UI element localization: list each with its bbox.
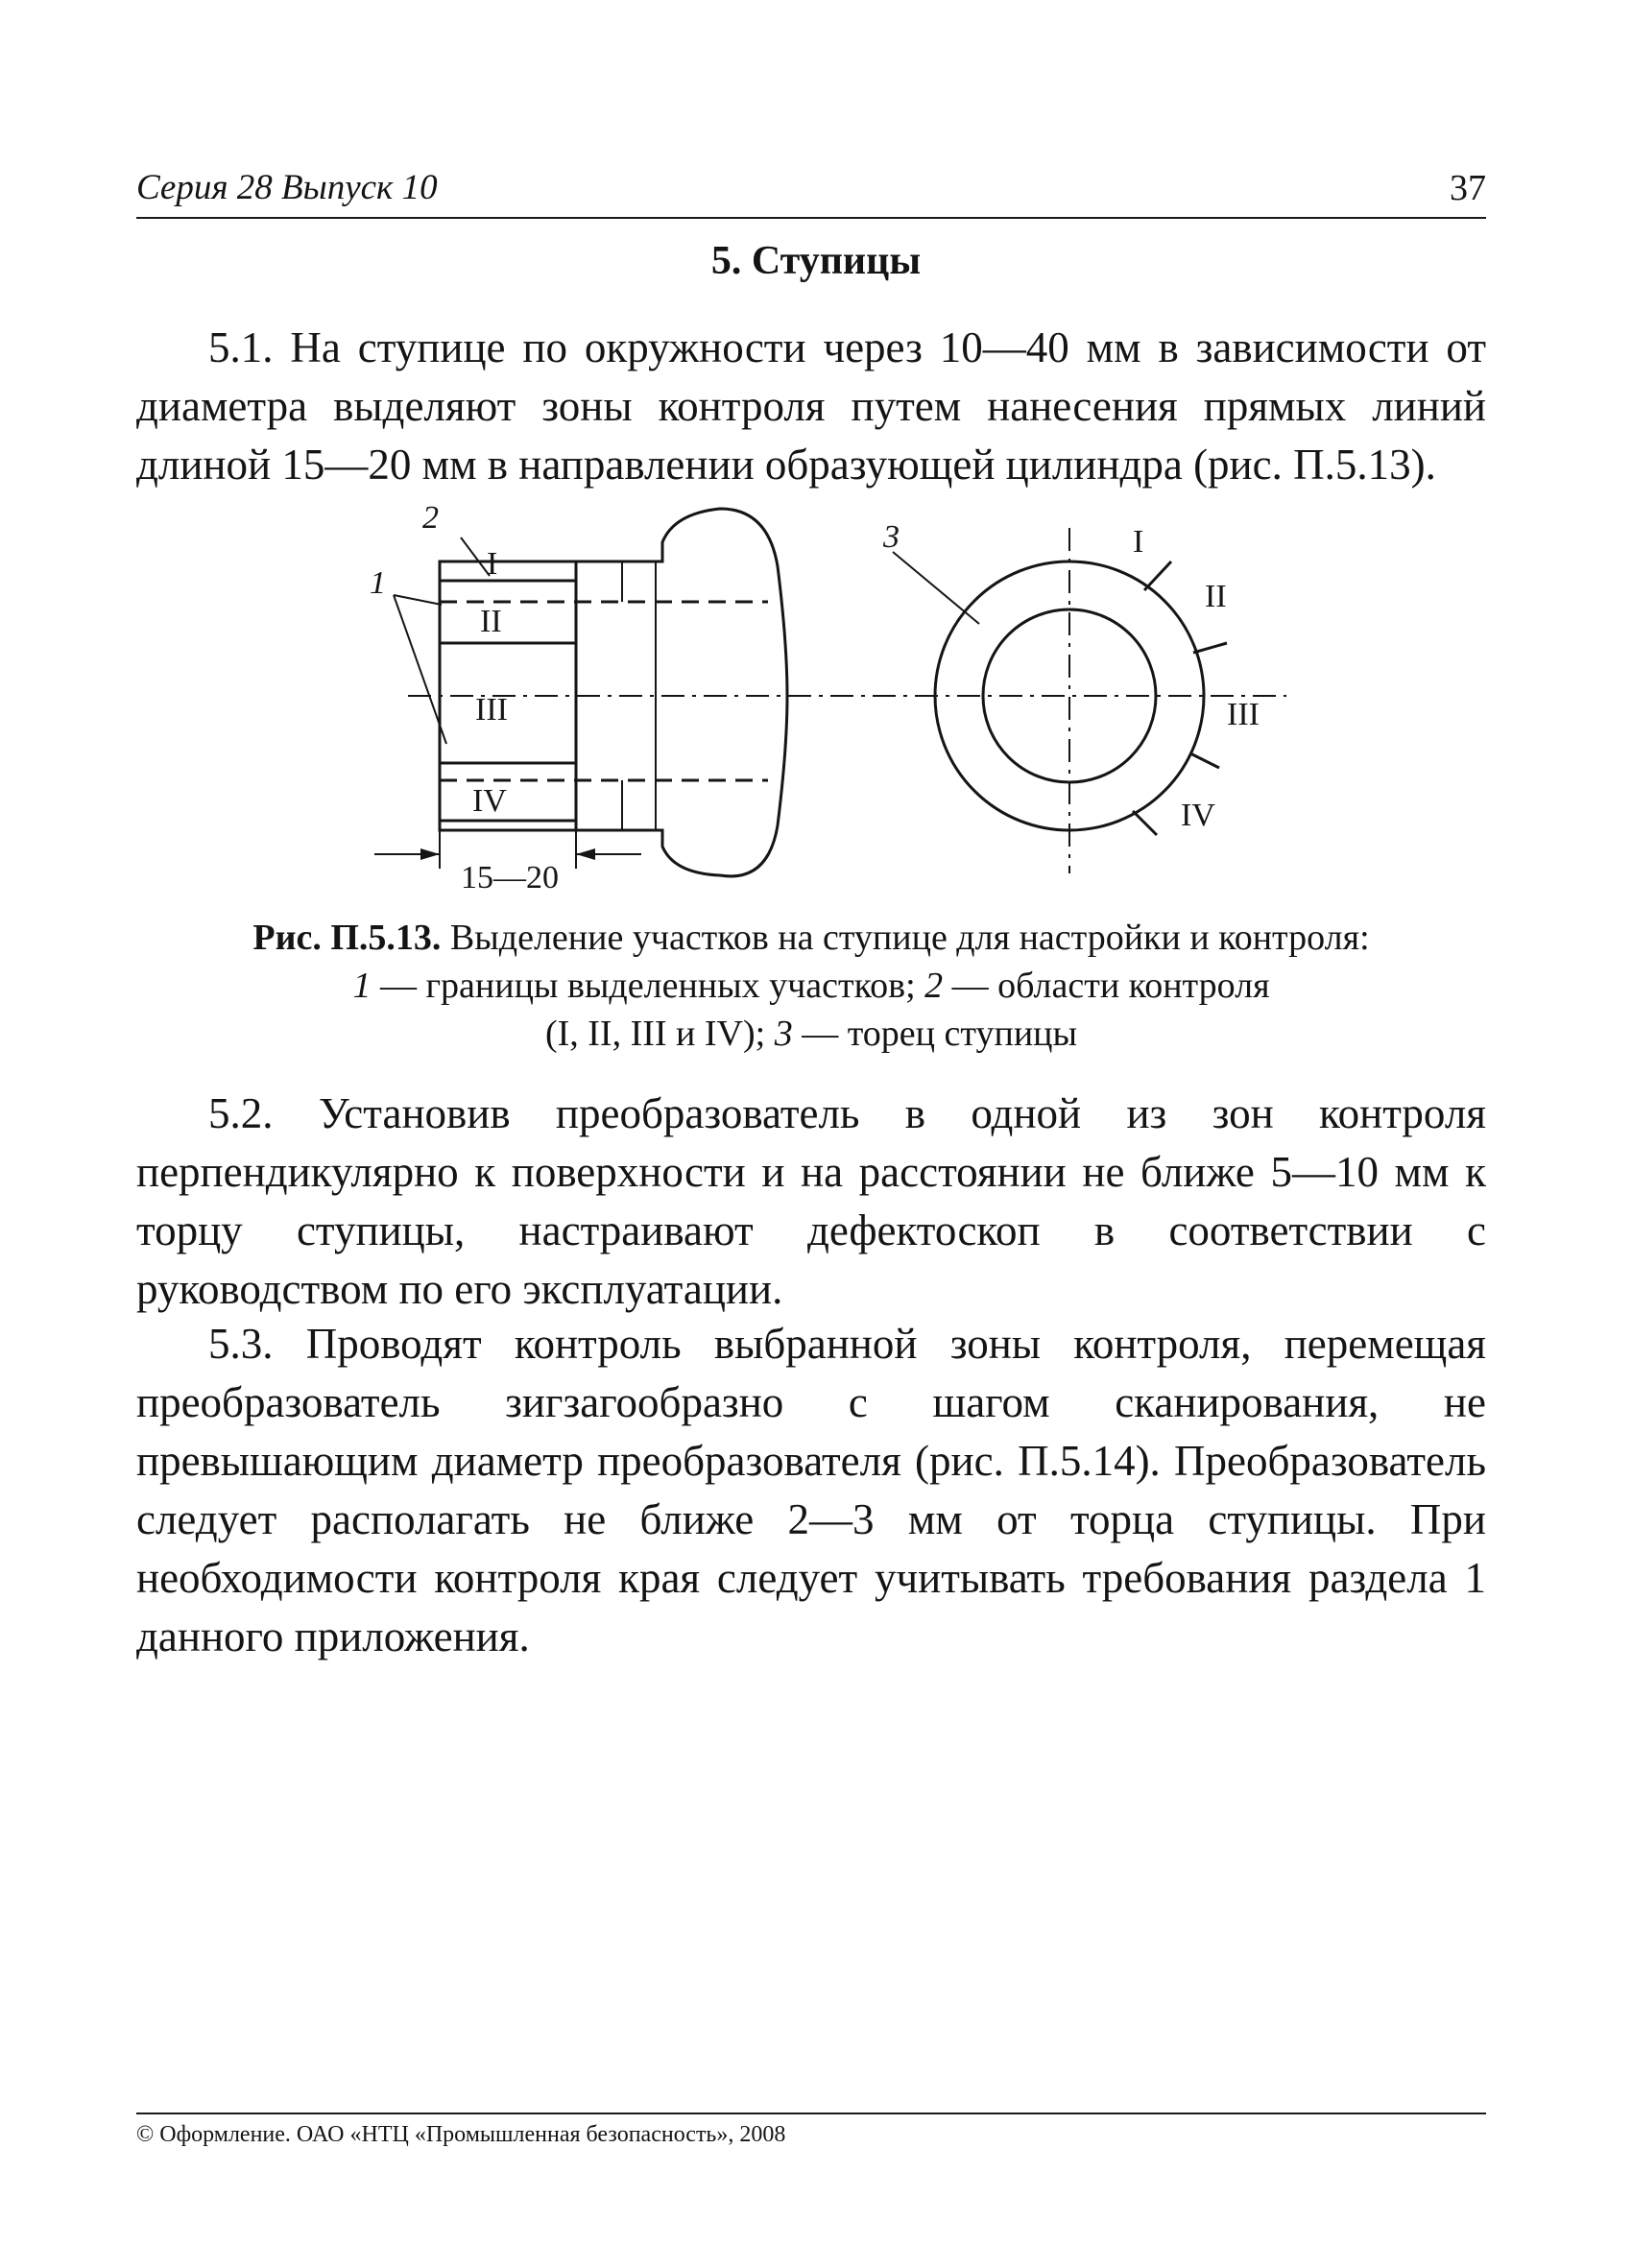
leader-2	[461, 537, 490, 576]
zone-label-end-4: IV	[1181, 798, 1215, 833]
callout-2: 2	[422, 500, 439, 536]
leader-3	[893, 552, 979, 624]
callout-1: 1	[370, 565, 386, 601]
hub-figure	[317, 489, 1325, 902]
zone-label-end-1: I	[1133, 524, 1144, 560]
dimension-label: 15—20	[461, 860, 559, 895]
page-number: 37	[1450, 168, 1486, 208]
callout-3: 3	[883, 519, 900, 555]
circle-tick-1	[1144, 561, 1171, 590]
zone-label-side-4: IV	[472, 783, 507, 819]
zone-label-side-2: II	[480, 604, 502, 639]
zone-label-side-3: III	[475, 692, 508, 728]
figure-caption	[136, 914, 1486, 1058]
caption-text-3: (I, II, III и IV);	[544, 1014, 775, 1054]
section-title: 5. Ступицы	[710, 239, 922, 283]
zone-label-end-2: II	[1205, 579, 1227, 614]
hub-diagram	[317, 489, 1325, 902]
caption-title: Выделение участков на ступице для настройки и контроля:	[441, 918, 1370, 958]
caption-text-1: — границы выделенных участков;	[371, 966, 925, 1006]
caption-label: Рис. П.5.13.	[252, 918, 442, 958]
page-header	[136, 163, 1486, 219]
caption-num-1: 1	[352, 966, 372, 1006]
footer-copyright: © Оформление. ОАО «НТЦ «Промышленная безопасность», 2008	[136, 2113, 1486, 2148]
dim-arrow-left	[420, 848, 440, 860]
caption-text-4: — торец ступицы	[792, 1014, 1078, 1054]
paragraph-5-3: 5.3. Проводят контроль выбранной зоны контроля, перемещая преобразователь зигзагообразно с шагом сканирования, не превышающим диаметр преобразователя (рис. П.5.14). Преобразователь следует располагать не ближе 2—3 мм от торца ступицы. При необходимости контроля края следует учитывать требования раздела 1 данного приложения.	[136, 1320, 1486, 1660]
zone-label-side-1: I	[487, 546, 498, 582]
caption-num-2: 2	[924, 966, 944, 1006]
circle-tick-4	[1133, 811, 1157, 835]
leader-1a	[394, 595, 442, 605]
circle-tick-2	[1193, 643, 1227, 653]
paragraph-5-2: 5.2. Установив преобразователь в одной из зон контроля перпендикулярно к поверхности и на расстоянии не ближе 5—10 мм к торцу ступицы, настраивают дефектоскоп в соответствии с руководством по его эксплуатации.	[136, 1089, 1486, 1313]
dim-arrow-right	[576, 848, 595, 860]
zone-label-end-3: III	[1227, 697, 1260, 732]
caption-num-3: 3	[774, 1014, 793, 1054]
paragraph-5-1: 5.1. На ступице по окружности через 10—40 мм в зависимости от диаметра выделяют зоны контроля путем нанесения прямых линий длиной 15—20 мм в направлении образующей цилиндра (рис. П.5.13).	[136, 323, 1486, 489]
caption-text-2: — области контроля	[943, 966, 1270, 1006]
circle-tick-3	[1190, 753, 1219, 768]
series-label: Серия 28 Выпуск 10	[136, 168, 438, 207]
